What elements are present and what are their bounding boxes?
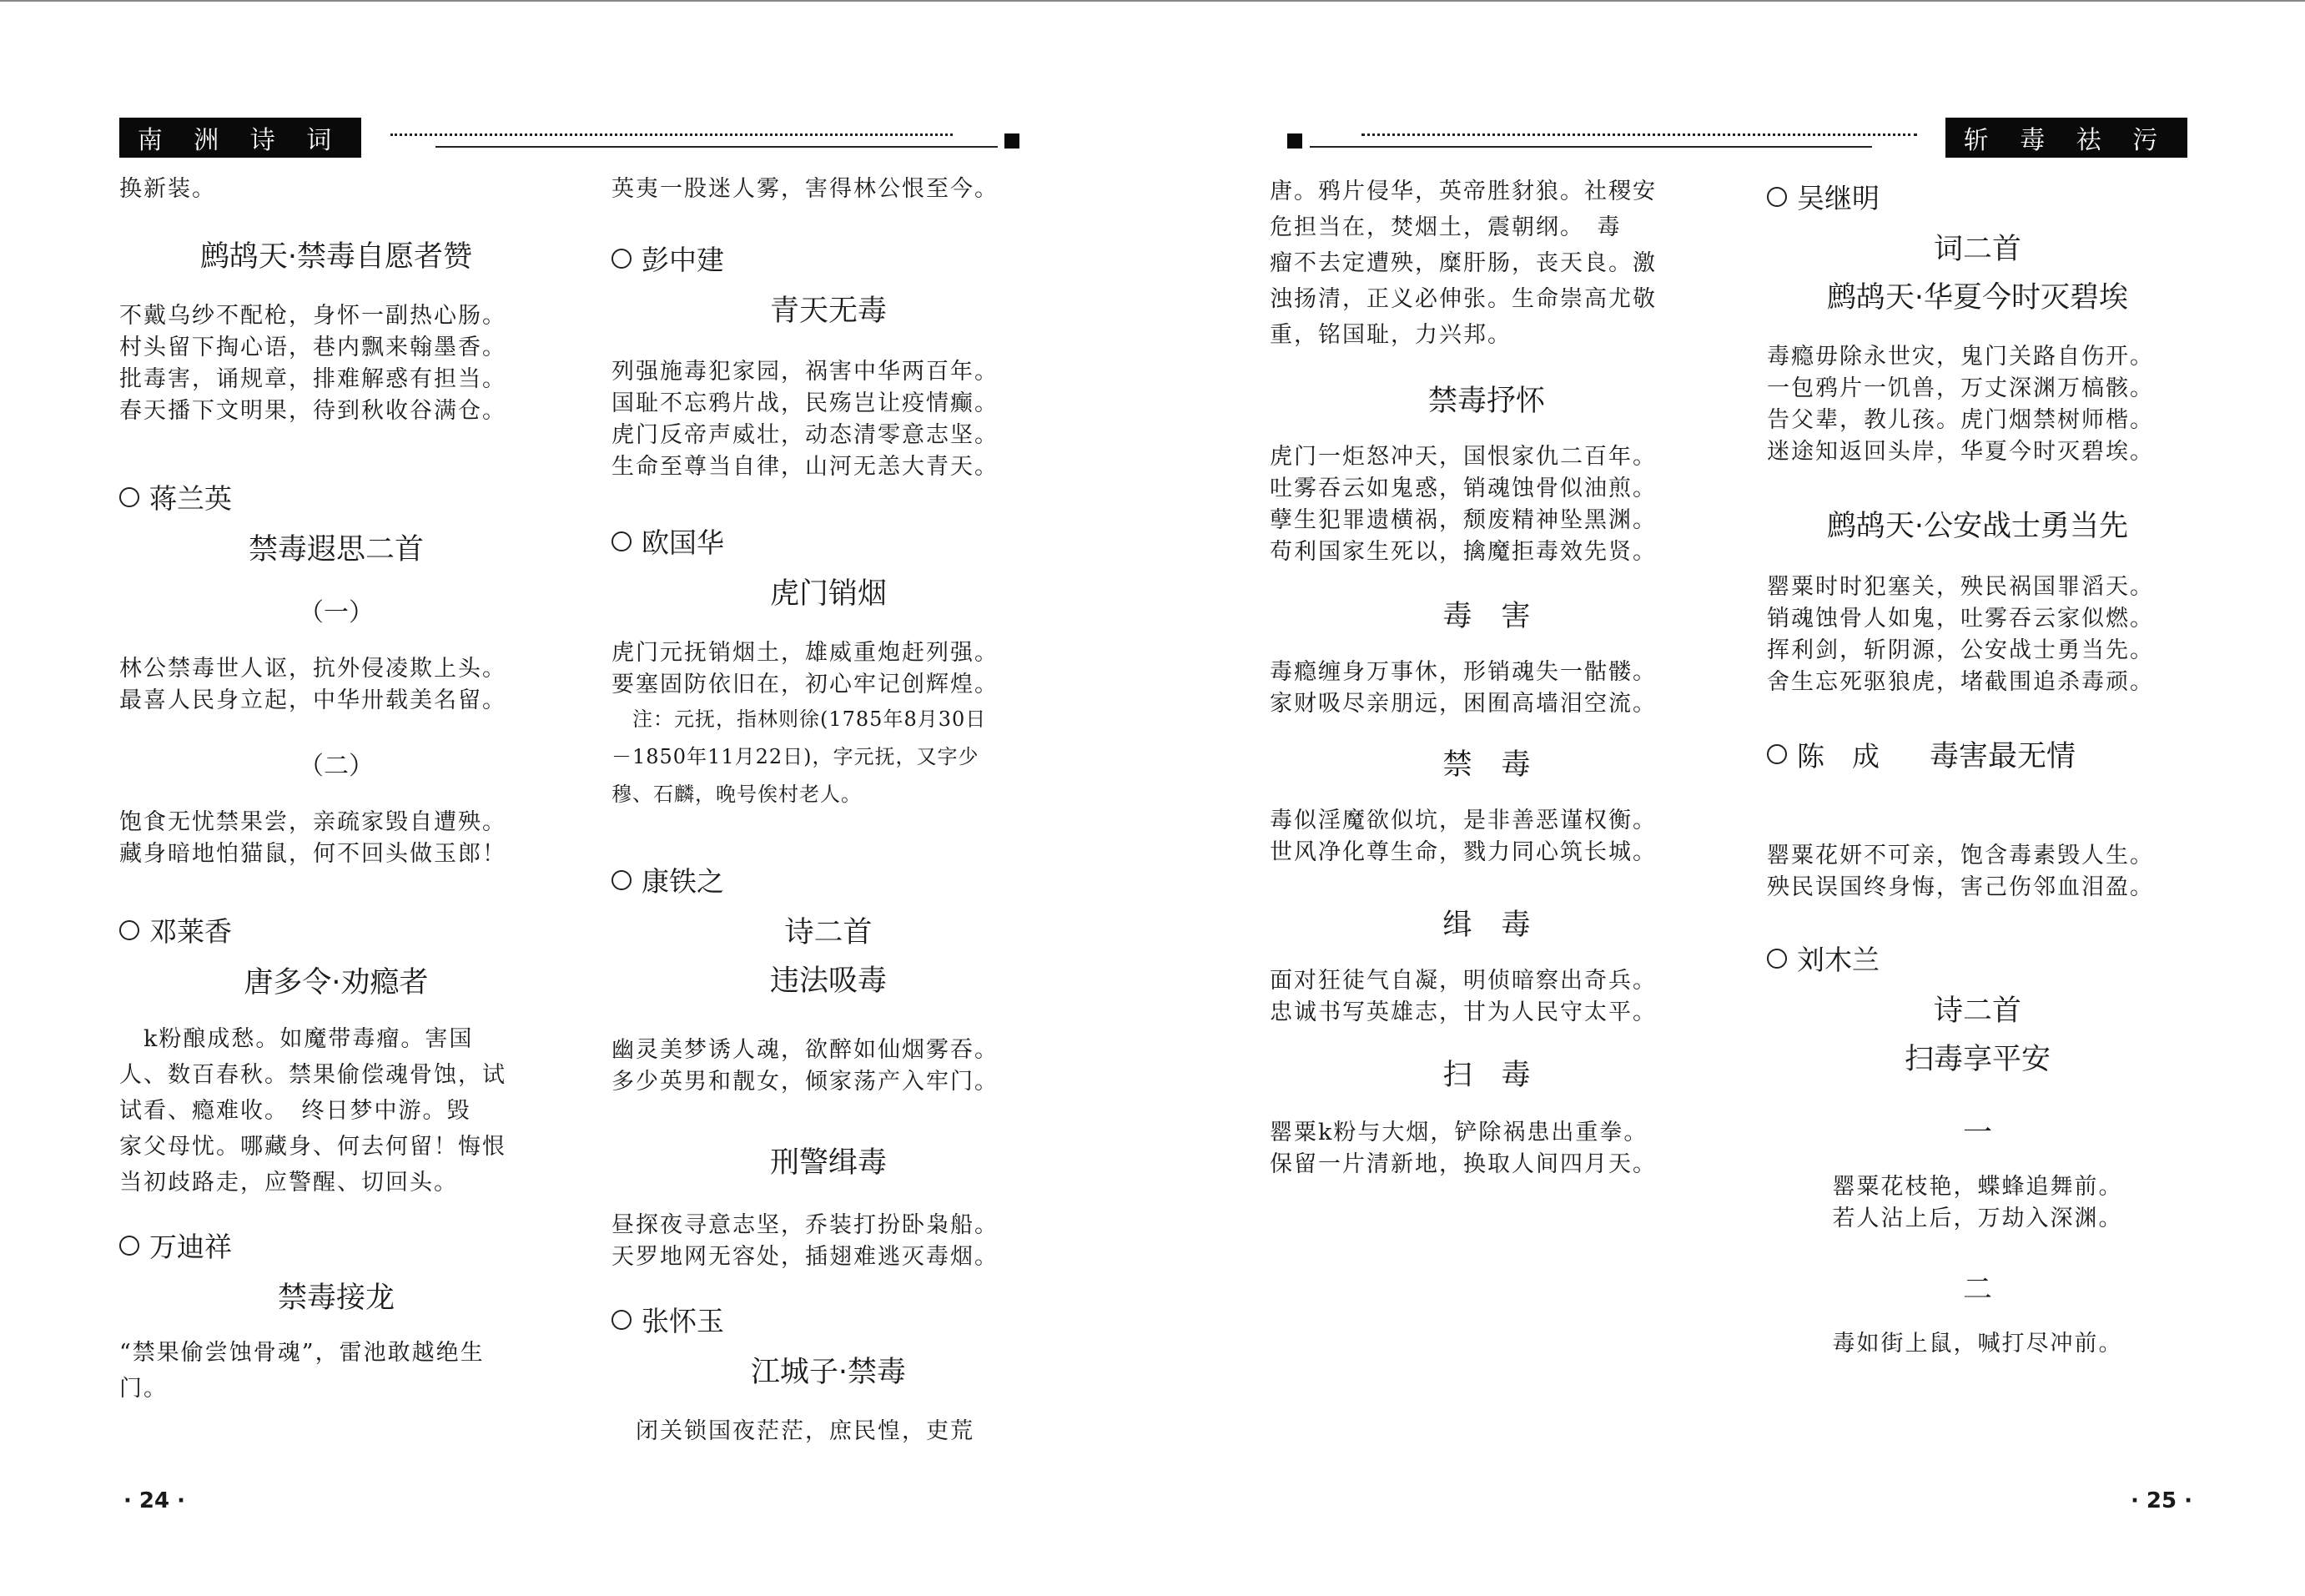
poem-note — [611, 701, 1045, 813]
poem-line: 浊扬清，正义必伸张。生命崇高尤敬 — [1270, 286, 1657, 312]
poem-line: 罂粟花妍不可亲，饱含毒素毁人生。 — [1767, 843, 2154, 868]
poem-line: 舍生忘死驱狼虎，堵截围追杀毒顽。 — [1767, 669, 2154, 695]
poem-title: 毒 害 — [1442, 600, 1531, 633]
author-name: 张怀玉 — [611, 1300, 1045, 1339]
poem-line: 要塞固防依旧在，初心牢记创辉煌。 — [611, 672, 999, 697]
page-top-border — [0, 0, 2305, 2]
poem-title: 扫 毒 — [1442, 1059, 1531, 1092]
poem-body — [611, 1210, 1045, 1273]
poem-line: 销魂蚀骨人如鬼，吐雾吞云家似燃。 — [1767, 606, 2154, 632]
poem-part-marker: （一） — [299, 598, 374, 627]
poem-line: 毒如街上鼠，喊打尽冲前。 — [1832, 1331, 2123, 1357]
poem-body — [1270, 965, 1704, 1029]
poem-line: 孽生犯罪遗横祸，颓废精神坠黑渊。 — [1270, 507, 1657, 533]
circle-bullet-icon — [119, 487, 139, 507]
circle-bullet-icon — [611, 1310, 632, 1330]
column-2 — [611, 165, 1045, 1479]
poem-title: 青天无毒 — [769, 295, 887, 328]
poem-body — [1767, 571, 2188, 698]
poem-line: 列强施毒犯家园，祸害中华两百年。 — [611, 359, 999, 385]
poem-body — [1270, 1117, 1704, 1181]
poem-line: 吐雾吞云如鬼惑，销魂蚀骨似油煎。 — [1270, 476, 1657, 501]
poem-subtitle: 鹧鸪天·华夏今时灭碧埃 — [1826, 281, 2129, 315]
poem-line: 唐。鸦片侵华，英帝胜豺狼。社稷安 — [1270, 179, 1657, 204]
poem-body — [1767, 341, 2188, 468]
poem-line: 春天播下文明果，待到秋收谷满仓。 — [119, 398, 506, 424]
poem-line: 告父辈，教儿孩。虎门烟禁树师楷。 — [1767, 407, 2154, 433]
poem-body — [119, 653, 553, 717]
poem-line: 批毒害，诵规章，排难解惑有担当。 — [119, 366, 506, 392]
poem-line: k粉酿成愁。如魔带毒瘤。害国 — [119, 1026, 474, 1052]
poem-body — [611, 637, 1045, 701]
poem-body — [611, 1416, 1045, 1447]
poem-body — [119, 300, 553, 427]
column-1 — [119, 165, 553, 1479]
poem-title: 虎门销烟 — [769, 577, 887, 611]
page-number-left: · 24 · — [123, 1488, 186, 1513]
poem-line: 林公禁毒世人讴，抗外侵凌欺上头。 — [119, 656, 506, 682]
poem-line: 村头留下掏心语，巷内飘来翰墨香。 — [119, 335, 506, 360]
poem-subtitle: 违法吸毒 — [769, 964, 887, 998]
poem-line: 家财吸尽亲朋远，困囿高墙泪空流。 — [1270, 691, 1657, 717]
poem-body — [1270, 657, 1704, 720]
poem-line: 昼探夜寻意志坚，乔装打扮卧枭船。 — [611, 1212, 999, 1238]
poem-line: 生命至尊当自律，山河无恙大青天。 — [611, 454, 999, 480]
poem-line: 一包鸦片一饥兽，万丈深渊万槁骸。 — [1767, 375, 2154, 401]
poem-line: 迷途知返回头岸，华夏今时灭碧埃。 — [1767, 439, 2154, 465]
header-dotted-rule — [1361, 133, 1917, 136]
poem-line: 瘤不去定遭殃，糜肝肠，丧天良。激 — [1270, 250, 1657, 276]
author-name: 蒋兰英 — [119, 477, 553, 516]
continued-line: 换新装。 — [119, 176, 216, 202]
author-name: 邓莱香 — [119, 910, 553, 949]
poem-body — [1270, 805, 1704, 868]
poem-title: 禁毒接龙 — [277, 1281, 395, 1315]
poem-line: 门。 — [119, 1376, 168, 1402]
author-name: 陈 成 毒害最无情 — [1767, 733, 2188, 775]
poem-body — [119, 807, 553, 870]
poem-subtitle: 扫毒享平安 — [1904, 1043, 2051, 1076]
poem-body — [1767, 1171, 2188, 1235]
poem-line: 天罗地网无容处，插翅难逃灭毒烟。 — [611, 1244, 999, 1270]
poem-line: 重，铭国耻，力兴邦。 — [1270, 322, 1512, 348]
poem-line: 虎门反帝声威壮，动态清零意志坚。 — [611, 422, 999, 448]
poem-part-marker: 二 — [1962, 1273, 1992, 1307]
author-name: 欧国华 — [611, 521, 1045, 561]
poem-title: 禁毒遐思二首 — [248, 533, 424, 566]
poem-body — [1767, 1328, 2188, 1360]
poem-title: 江城子·禁毒 — [750, 1356, 907, 1389]
poem-line: 不戴乌纱不配枪，身怀一副热心肠。 — [119, 303, 506, 329]
poem-line: 面对狂徒气自凝，明侦暗察出奇兵。 — [1270, 968, 1657, 994]
circle-bullet-icon — [1767, 949, 1787, 969]
continued-body — [1270, 174, 1704, 353]
poem-line: 毒瘾毋除永世灾，鬼门关路自伤开。 — [1767, 344, 2154, 370]
circle-bullet-icon — [611, 249, 632, 269]
poem-line: 危担当在，焚烟土，震朝纲。 毒 — [1270, 214, 1622, 240]
poem-body — [1270, 441, 1704, 568]
poem-line: 饱食无忧禁果尝，亲疏家毁自遭殃。 — [119, 809, 506, 835]
circle-bullet-icon — [119, 1236, 139, 1256]
header-dotted-rule — [390, 133, 953, 136]
poem-line: 殃民误国终身悔，害己伤邻血泪盈。 — [1767, 874, 2154, 900]
poem-line: 若人沾上后，万劫入深渊。 — [1832, 1206, 2123, 1231]
continued-line: 英夷一股迷人雾，害得林公恨至今。 — [611, 176, 999, 202]
circle-bullet-icon — [1767, 744, 1787, 764]
poem-line: 试看、瘾难收。 终日梦中游。毁 — [119, 1098, 471, 1124]
poem-line: 保留一片清新地，换取人间四月天。 — [1270, 1151, 1657, 1177]
poem-title: 禁 毒 — [1442, 748, 1531, 782]
poem-title: 鹧鸪天·公安战士勇当先 — [1826, 510, 2129, 543]
poem-line: 毒瘾缠身万事休，形销魂失一骷髅。 — [1270, 659, 1657, 685]
header-solid-rule — [435, 146, 998, 148]
poem-body — [119, 1335, 553, 1407]
author-name: 刘木兰 — [1767, 939, 2188, 978]
poem-line: 国耻不忘鸦片战，民殇岂让疫情癫。 — [611, 390, 999, 416]
poem-line: 家父母忧。哪藏身、何去何留！悔恨 — [119, 1134, 506, 1160]
poem-title: 诗二首 — [1933, 994, 2021, 1028]
poem-line: 忠诚书写英雄志，甘为人民守太平。 — [1270, 999, 1657, 1025]
page-number-right: · 25 · — [2131, 1488, 2193, 1513]
circle-bullet-icon — [611, 531, 632, 551]
circle-bullet-icon — [119, 920, 139, 940]
column-3 — [1270, 165, 1704, 1479]
poem-line: 苟利国家生死以，擒魔拒毒效先贤。 — [1270, 539, 1657, 565]
author-name: 彭中建 — [611, 239, 1045, 278]
poem-line: 罂粟花枝艳，蝶蜂追舞前。 — [1832, 1174, 2123, 1200]
poem-line: 藏身暗地怕猫鼠，何不回头做玉郎！ — [119, 841, 506, 867]
poem-line: 毒似淫魔欲似坑，是非善恶谨权衡。 — [1270, 808, 1657, 833]
poem-body — [611, 356, 1045, 483]
poem-line: 多少英男和靓女，倾家荡产入牢门。 — [611, 1069, 999, 1095]
poem-body — [119, 1021, 553, 1201]
poem-line: 虎门元抚销烟土，雄威重炮赶列强。 — [611, 640, 999, 666]
poem-title: 禁毒抒怀 — [1427, 385, 1545, 418]
poem-line: 幽灵美梦诱人魂，欲醉如仙烟雾吞。 — [611, 1037, 999, 1063]
column-4 — [1767, 165, 2188, 1479]
circle-bullet-icon — [611, 870, 632, 890]
author-name: 康铁之 — [611, 860, 1045, 899]
circle-bullet-icon — [1767, 187, 1787, 207]
poem-part-marker: （二） — [299, 752, 374, 781]
author-name: 万迪祥 — [119, 1226, 553, 1265]
poem-line: 罂粟时时犯塞关，殃民祸国罪滔天。 — [1767, 574, 2154, 600]
section-header-right: 斩 毒 祛 污 — [1945, 118, 2187, 158]
poem-title: 毒害最无情 — [1930, 740, 2076, 773]
poem-title: 唐多令·劝瘾者 — [244, 966, 429, 999]
poem-line: “禁果偷尝蚀骨魂”，雷池敢越绝生 — [119, 1340, 485, 1366]
poem-body — [611, 1035, 1045, 1098]
header-solid-rule — [1310, 146, 1872, 148]
author-name: 吴继明 — [1767, 177, 2188, 216]
poem-title: 诗二首 — [784, 916, 873, 949]
poem-line: 人、数百春秋。禁果偷偿魂骨蚀，试 — [119, 1062, 506, 1088]
poem-line: 罂粟k粉与大烟，铲除祸患出重拳。 — [1270, 1120, 1648, 1145]
poem-line: 闭关锁国夜茫茫，庶民惶，吏荒 — [611, 1418, 974, 1444]
poem-title: 缉 毒 — [1442, 909, 1531, 942]
note-line: 注：元抚，指林则徐(1785年8月30日 — [611, 707, 987, 731]
poem-title: 鹧鸪天·禁毒自愿者赞 — [199, 240, 473, 274]
note-line: －1850年11月22日)，字元抚，又字少 — [611, 745, 979, 768]
header-square-marker — [1287, 133, 1302, 149]
poem-title: 词二首 — [1933, 233, 2021, 266]
poem-line: 虎门一炬怒冲天，国恨家仇二百年。 — [1270, 444, 1657, 470]
note-line: 穆、石麟，晚号俟村老人。 — [611, 783, 862, 806]
poem-line: 最喜人民身立起，中华卅载美名留。 — [119, 687, 506, 713]
poem-line: 世风净化尊生命，戮力同心筑长城。 — [1270, 839, 1657, 865]
section-header-left: 南 洲 诗 词 — [119, 118, 361, 158]
poem-body — [1767, 840, 2188, 904]
poem-line: 挥利剑，斩阴源，公安战士勇当先。 — [1767, 637, 2154, 663]
header-square-marker — [1004, 133, 1019, 149]
poem-title: 刑警缉毒 — [769, 1146, 887, 1180]
poem-part-marker: 一 — [1962, 1116, 1992, 1150]
poem-line: 当初歧路走，应警醒、切回头。 — [119, 1170, 458, 1196]
